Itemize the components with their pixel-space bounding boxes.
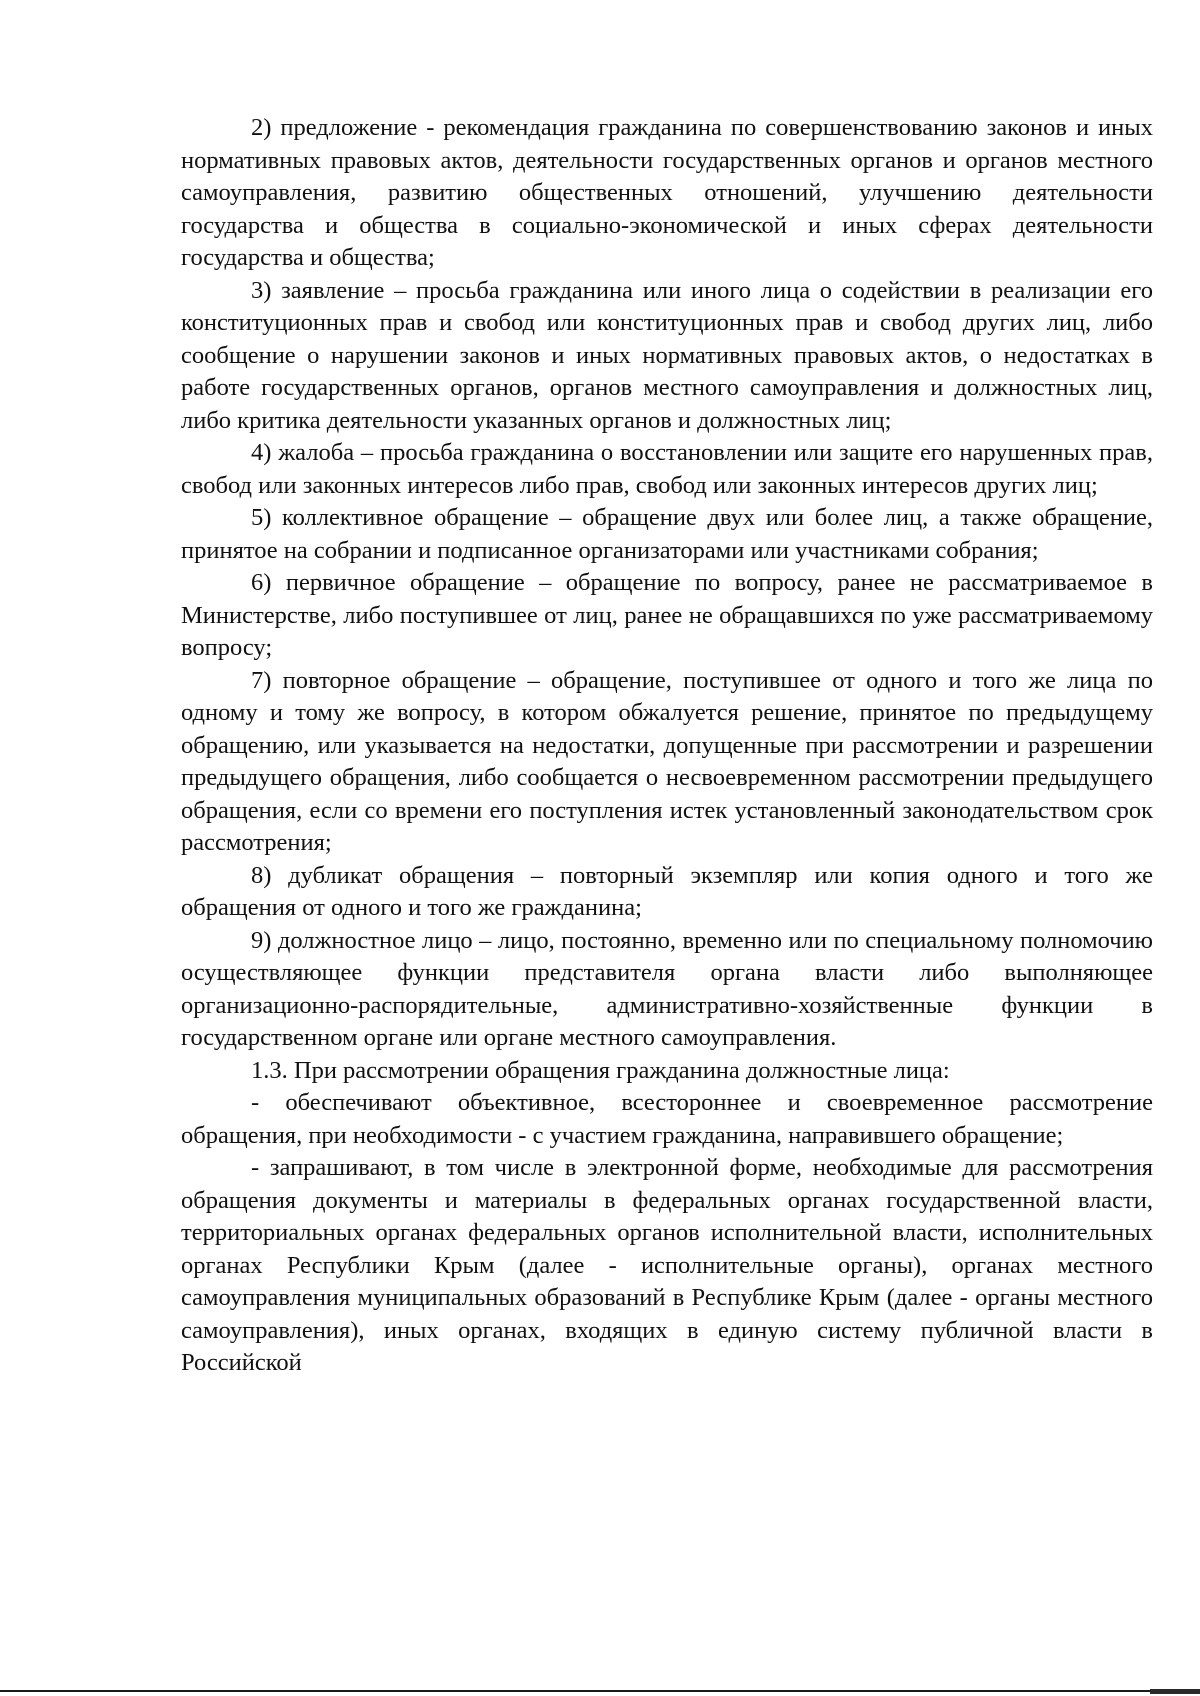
paragraph-definition-official: 9) должностное лицо – лицо, постоянно, временно или по специальному полномочию осуществляющее функции представителя органа власти либо выполняющее организационно-распорядительные, административно-хозяйственные функции в государственном органе или органе местного самоуправления. (181, 926, 1153, 1051)
page-bottom-rule (0, 1690, 1200, 1692)
paragraph-section-1-3: 1.3. При рассмотрении обращения гражданина должностные лица: (251, 1056, 950, 1084)
paragraph-definition-statement: 3) заявление – просьба гражданина или иного лица о содействии в реализации его конституционных прав и свобод или конституционных прав и свобод других лиц, либо сообщение о нарушении законов и иных нормативных правовых актов, о недостатках в работе государственных органов, органов местного самоуправления и должностных лиц, либо критика деятельности указанных органов и должностных лиц; (181, 276, 1153, 434)
paragraph-definition-proposal: 2) предложение - рекомендация гражданина по совершенствованию законов и иных нормативных правовых актов, деятельности государственных органов и органов местного самоуправления, развитию общественных отношений, улучшению деятельности государства и общества в социально-экономической и иных сферах деятельности государства и общества; (181, 114, 1153, 271)
paragraph-definition-collective-appeal: 5) коллективное обращение – обращение двух или более лиц, а также обращение, принятое на собрании и подписанное организаторами или участниками собрания; (181, 504, 1153, 564)
paragraph-definition-primary-appeal: 6) первичное обращение – обращение по вопросу, ранее не рассматриваемое в Министерстве, либо поступившее от лиц, ранее не обращавшихся по уже рассматриваемому вопросу; (181, 569, 1153, 661)
paragraph-duty-request-documents: - запрашивают, в том числе в электронной форме, необходимые для рассмотрения обращения документы и материалы в федеральных органах государственной власти, территориальных органах федеральных органов исполнительной власти, исполнительных органах Республики Крым (далее - исполнительные органы), органах местного самоуправления муниципальных образований в Республике Крым (далее - органы местного самоуправления), иных органах, входящих в единую систему публичной власти в Российской (181, 1154, 1153, 1376)
paragraph-definition-complaint: 4) жалоба – просьба гражданина о восстановлении или защите его нарушенных прав, свобод или законных интересов либо прав, свобод или законных интересов других лиц; (181, 439, 1153, 499)
page-bottom-rule-mark (1150, 1689, 1200, 1694)
paragraph-definition-duplicate-appeal: 8) дубликат обращения – повторный экземпляр или копия одного и того же обращения от одного и того же гражданина; (181, 861, 1153, 921)
paragraph-duty-ensure-review: - обеспечивают объективное, всестороннее и своевременное рассмотрение обращения, при необходимости - с участием гражданина, направившего обращение; (181, 1089, 1153, 1149)
paragraph-definition-repeated-appeal: 7) повторное обращение – обращение, поступившее от одного и того же лица по одному и тому же вопросу, в котором обжалуется решение, принятое по предыдущему обращению, или указывается на недостатки, допущенные при рассмотрении и разрешении предыдущего обращения, либо сообщается о несвоевременном рассмотрении предыдущего обращения, если со времени его поступления истек установленный законодательством срок рассмотрения; (181, 666, 1153, 856)
document-body (181, 112, 1153, 1380)
